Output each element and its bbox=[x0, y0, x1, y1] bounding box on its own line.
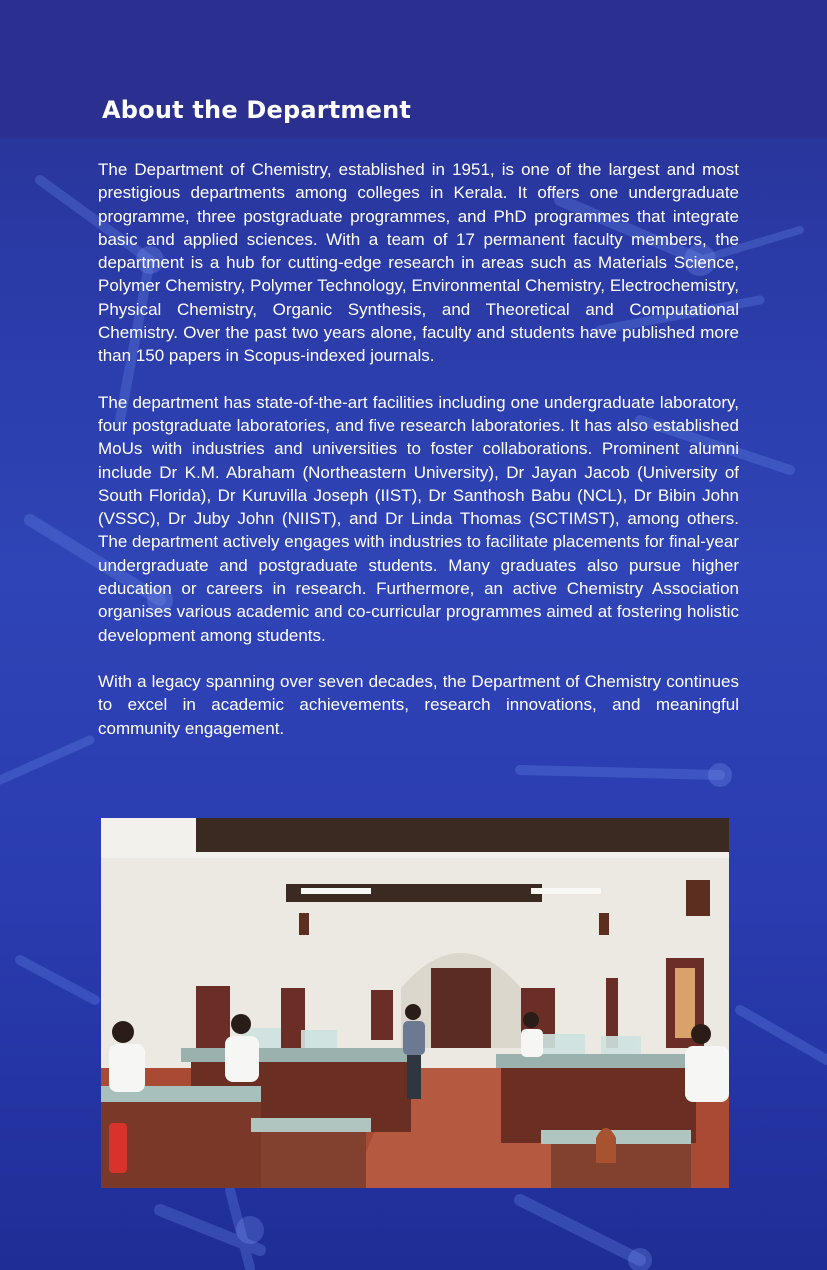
page-title: About the Department bbox=[102, 96, 412, 124]
intro-paragraph: The Department of Chemistry, established in 1951, is one of the largest and most prestigious departments among colleges in Kerala. It offers one undergraduate programme, three postgraduate programmes, and PhD programmes that integrate basic and applied sciences. With a team of 17 permanent faculty members, the department is a hub for cutting-edge research in areas such as Materials Science, Polymer Chemistry, Polymer Technology, Environmental Chemistry, Electrochemistry, Physical Chemistry, Organic Synthesis, and Theoretical and Computational Chemistry. Over the past two years alone, faculty and students have published more than 150 papers in Scopus-indexed journals. bbox=[98, 160, 739, 366]
legacy-paragraph: With a legacy spanning over seven decades, the Department of Chemistry continues to excel in academic achievements, research innovations, and meaningful community engagement. bbox=[98, 671, 739, 738]
department-description bbox=[98, 158, 739, 763]
facilities-paragraph: The department has state-of-the-art facilities including one undergraduate laboratory, four postgraduate laboratories, and five research laboratories. It has also established MoUs with industries and universities to foster collaborations. Prominent alumni include Dr K.M. Abraham (Northeastern University), Dr Jayan Jacob (University of South Florida), Dr Kuruvilla Joseph (IIST), Dr Santhosh Babu (NCL), Dr Bibin John (VSSC), Dr Juby John (NIIST), and Dr Linda Thomas (SCTIMST), among others. The department actively engages with industries to facilitate placements for final-year undergraduate and postgraduate students. Many graduates also pursue higher education or careers in research. Furthermore, an active Chemistry Association organises various academic and co-curricular programmes aimed at fostering holistic development among students. bbox=[98, 392, 739, 645]
laboratory-photo bbox=[101, 818, 729, 1188]
